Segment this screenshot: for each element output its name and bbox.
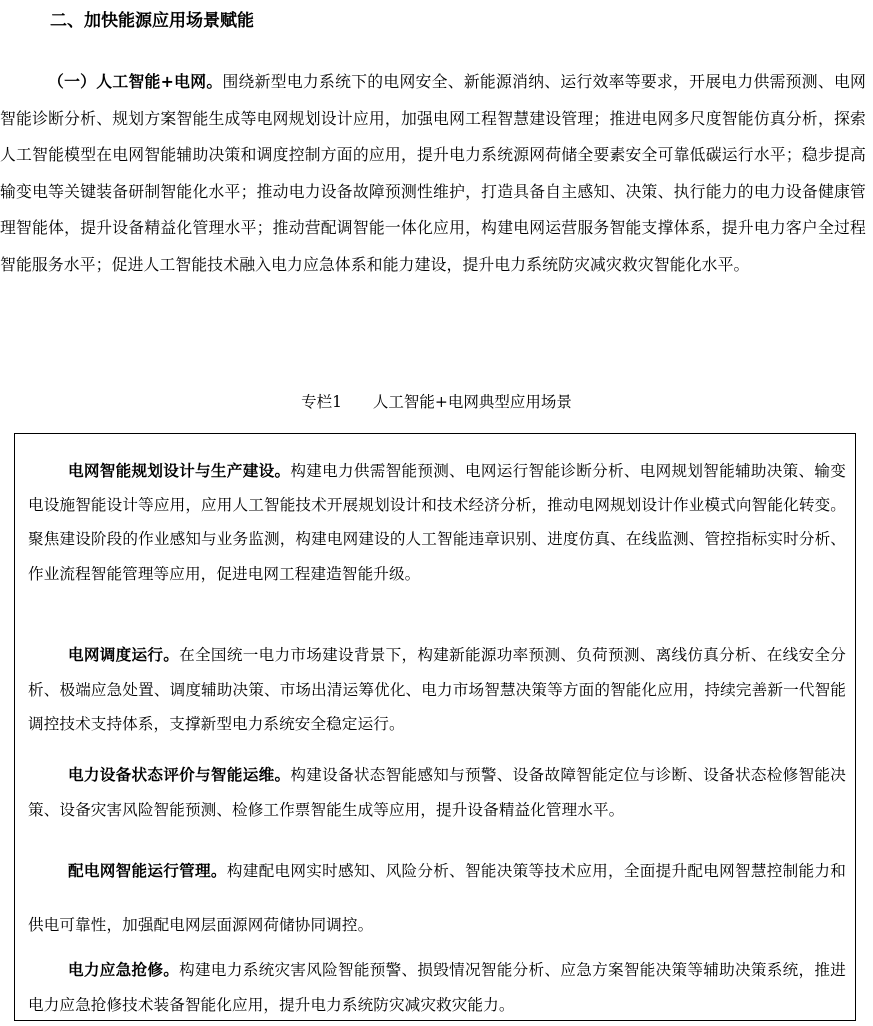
box-item-dispatch xyxy=(28,638,846,742)
box-item-lead: 电网调度运行。 xyxy=(68,646,180,664)
section-heading: 二、加快能源应用场景赋能 xyxy=(50,11,254,31)
box-item-equipment xyxy=(28,758,846,827)
box-item-text: 构建电力供需智能预测、电网运行智能诊断分析、电网规划智能辅助决策、输变电设施智能设计等应用，应用人工智能技术开展规划设计和技术经济分析，推动电网规划设计作业模式向智能化转变。聚焦建设阶段的作业感知与业务监测，构建电网建设的人工智能违章识别、进度仿真、在线监测、管控指标实时分析、作业流程智能管理等应用，促进电网工程建造智能升级。 xyxy=(28,462,846,583)
box-item-lead: 电力应急抢修。 xyxy=(68,961,180,979)
intro-lead: （一）人工智能+电网。 xyxy=(48,72,223,91)
box-caption: 专栏1 人工智能+电网典型应用场景 xyxy=(301,393,572,411)
box-item-lead: 电力设备状态评价与智能运维。 xyxy=(68,766,291,784)
feature-box xyxy=(14,433,856,1021)
box-item-text: 构建配电网实时感知、风险分析、智能决策等技术应用，全面提升配电网智慧控制能力和供电可靠性，加强配电网层面源网荷储协同调控。 xyxy=(28,862,846,934)
intro-text: 围绕新型电力系统下的电网安全、新能源消纳、运行效率等要求，开展电力供需预测、电网智能诊断分析、规划方案智能生成等电网规划设计应用，加强电网工程智慧建设管理；推进电网多尺度智能仿真分析，探索人工智能模型在电网智能辅助决策和调度控制方面的应用，提升电力系统源网荷储全要素安全可靠低碳运行水平；稳步提高输变电等关键装备研制智能化水平；推动电力设备故障预测性维护，打造具备自主感知、决策、执行能力的电力设备健康管理智能体，提升设备精益化管理水平；推动营配调智能一体化应用，构建电网运营服务智能支撑体系，提升电力客户全过程智能服务水平；促进人工智能技术融入电力应急体系和能力建设，提升电力系统防灾减灾救灾智能化水平。 xyxy=(0,72,866,274)
box-item-lead: 配电网智能运行管理。 xyxy=(68,862,227,880)
box-item-text: 在全国统一电力市场建设背景下，构建新能源功率预测、负荷预测、离线仿真分析、在线安全分析、极端应急处置、调度辅助决策、市场出清运筹优化、电力市场智慧决策等方面的智能化应用，持续完善新一代智能调控技术支持体系，支撑新型电力系统安全稳定运行。 xyxy=(28,646,846,733)
intro-paragraph xyxy=(0,64,866,283)
box-item-text: 构建电力系统灾害风险智能预警、损毁情况智能分析、应急方案智能决策等辅助决策系统，推进电力应急抢修技术装备智能化应用，提升电力系统防灾减灾救灾能力。 xyxy=(28,961,846,1014)
box-item-text: 构建设备状态智能感知与预警、设备故障智能定位与诊断、设备状态检修智能决策、设备灾害风险智能预测、检修工作票智能生成等应用，提升设备精益化管理水平。 xyxy=(28,766,846,819)
box-item-lead: 电网智能规划设计与生产建设。 xyxy=(68,462,291,480)
box-item-planning xyxy=(28,454,846,591)
box-item-distribution xyxy=(28,844,846,952)
box-item-emergency xyxy=(28,953,846,1022)
